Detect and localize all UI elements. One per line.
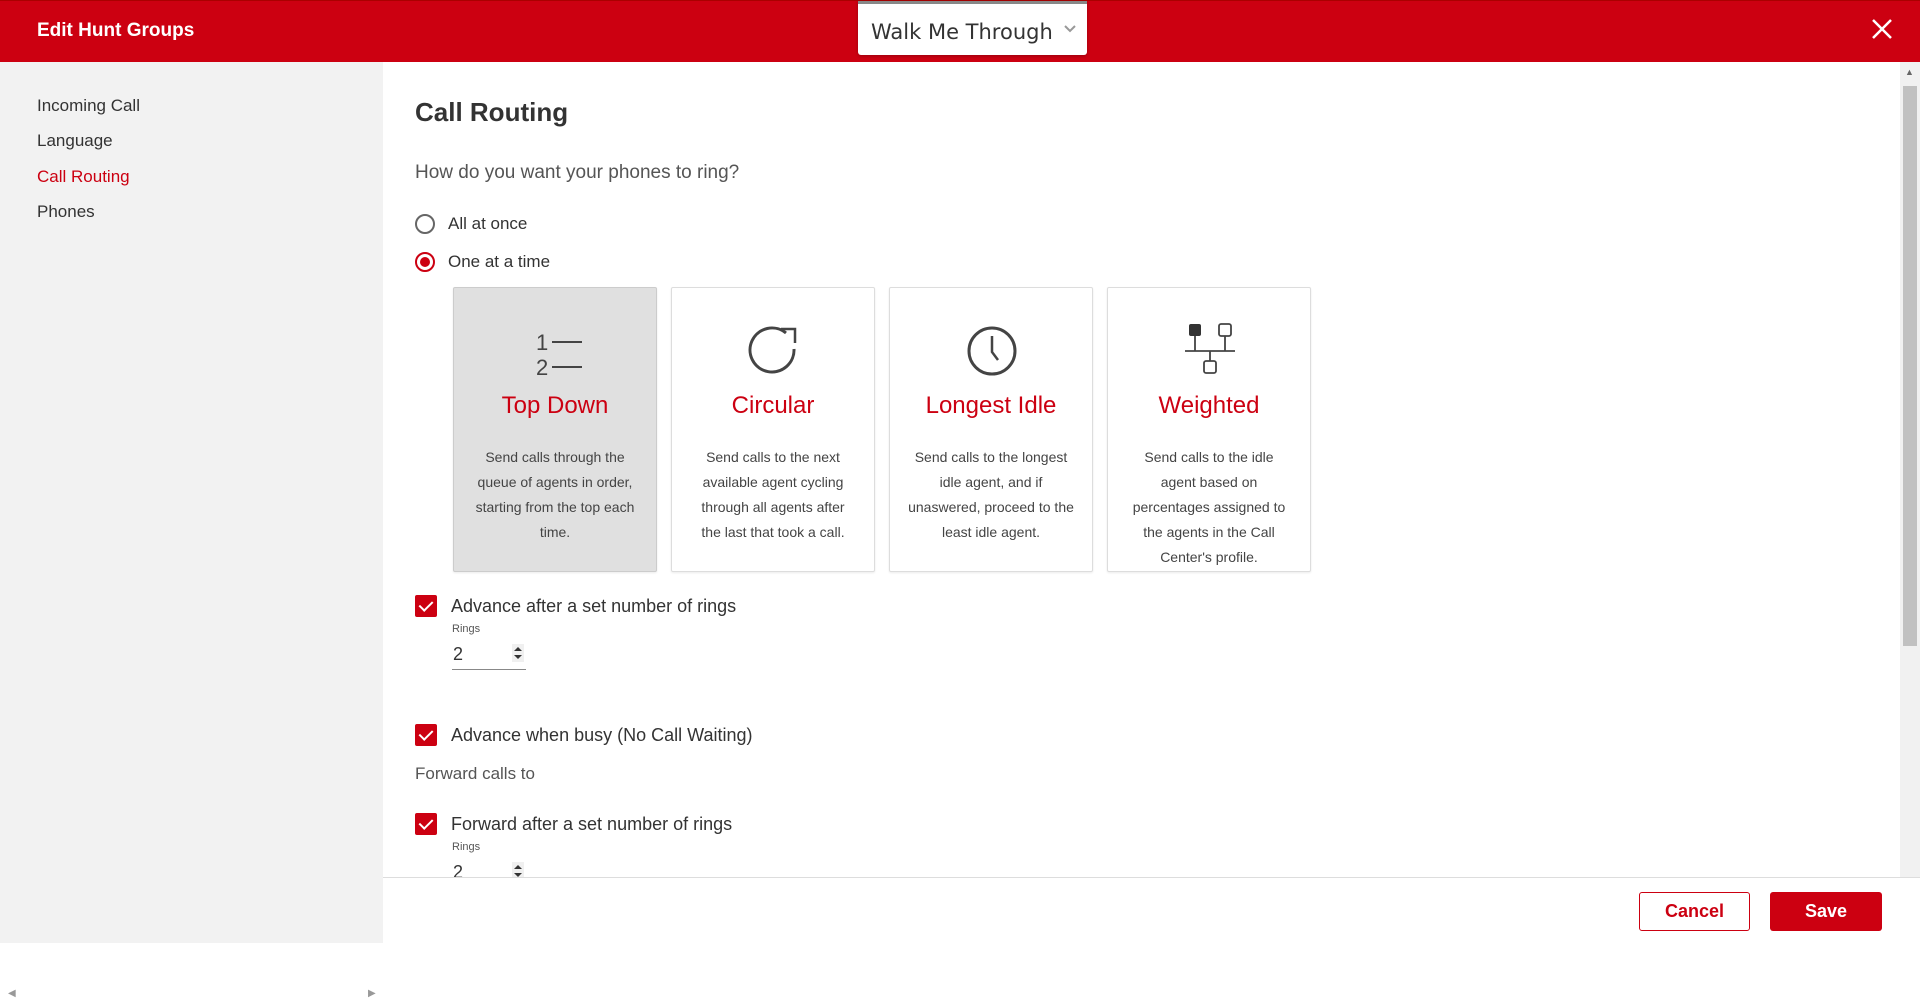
checkbox-label: Advance when busy (No Call Waiting) <box>451 724 753 745</box>
card-weighted[interactable] <box>1107 287 1311 572</box>
footer-bar <box>383 877 1920 943</box>
rings-caption: Rings <box>452 623 481 635</box>
weighted-tree-icon <box>1180 321 1240 381</box>
dialog-title: Edit Hunt Groups <box>37 20 195 41</box>
card-title: Longest Idle <box>925 392 1057 419</box>
clock-icon <box>962 321 1022 381</box>
spinner-arrows-icon[interactable] <box>512 862 524 877</box>
radio-all-at-once[interactable] <box>415 211 527 237</box>
svg-text:2: 2 <box>536 355 549 380</box>
card-title: Top Down <box>501 392 609 419</box>
radio-button[interactable] <box>415 214 435 234</box>
card-top-down[interactable] <box>453 287 657 572</box>
sidebar-item-phones[interactable]: Phones <box>37 202 95 221</box>
scrollbar-thumb[interactable] <box>1903 86 1917 646</box>
card-description: Send calls to the idle agent based on percentages assigned to the agents in the Call Center's profile. <box>1132 449 1286 565</box>
ring-question: How do you want your phones to ring? <box>415 162 740 183</box>
advance-rings-checkbox-row[interactable] <box>415 594 736 618</box>
circular-arrow-icon <box>744 321 804 381</box>
card-circular[interactable] <box>671 287 875 572</box>
card-description: Send calls to the next available agent cycling through all agents after the last that took a call. <box>701 449 845 540</box>
sidebar <box>0 62 383 999</box>
forward-rings-checkbox-row[interactable] <box>415 812 732 836</box>
radio-button[interactable] <box>415 252 435 272</box>
scroll-right-arrow-icon[interactable]: ▶ <box>368 988 376 999</box>
close-icon[interactable] <box>1868 15 1896 43</box>
rings-value: 2 <box>453 644 464 664</box>
rings-value: 2 <box>453 862 464 877</box>
top-down-list-icon <box>526 321 586 381</box>
save-button[interactable]: Save <box>1770 892 1882 931</box>
rings-caption: Rings <box>452 841 481 853</box>
checkbox[interactable] <box>415 724 437 746</box>
walk-me-through-dropdown[interactable] <box>858 1 1087 55</box>
main-content <box>383 62 1900 877</box>
card-description: Send calls to the longest idle agent, and if unaswered, proceed to the least idle agent. <box>908 449 1074 540</box>
radio-one-at-a-time[interactable] <box>415 249 550 275</box>
chevron-down-icon <box>1059 18 1081 40</box>
card-longest-idle[interactable] <box>889 287 1093 572</box>
advance-busy-checkbox-row[interactable] <box>415 723 752 747</box>
forward-rings-stepper[interactable] <box>452 858 526 877</box>
vertical-scrollbar[interactable] <box>1900 62 1920 877</box>
header-bar <box>0 0 1920 62</box>
sidebar-item-language[interactable]: Language <box>37 131 113 150</box>
scroll-left-arrow-icon[interactable]: ◀ <box>8 988 16 999</box>
forward-calls-label: Forward calls to <box>415 764 535 783</box>
card-title: Weighted <box>1158 392 1260 419</box>
advance-rings-stepper[interactable] <box>452 640 526 670</box>
walk-me-through-label: Walk Me Through <box>871 20 1053 44</box>
card-title: Circular <box>731 392 815 419</box>
checkbox[interactable] <box>415 813 437 835</box>
sidebar-item-incoming-call[interactable]: Incoming Call <box>37 96 140 115</box>
scroll-up-arrow-icon[interactable]: ▲ <box>1905 67 1914 77</box>
cancel-button[interactable]: Cancel <box>1639 892 1750 931</box>
spinner-arrows-icon[interactable] <box>512 644 524 662</box>
routing-cards <box>453 287 1311 572</box>
checkbox-label: Forward after a set number of rings <box>451 813 733 834</box>
svg-text:1: 1 <box>536 330 549 355</box>
radio-label: One at a time <box>448 252 551 271</box>
checkbox[interactable] <box>415 595 437 617</box>
sidebar-item-call-routing[interactable]: Call Routing <box>37 167 130 186</box>
radio-label: All at once <box>448 214 528 233</box>
page-title: Call Routing <box>415 97 569 127</box>
card-description: Send calls through the queue of agents in order, starting from the top each time. <box>475 449 635 540</box>
checkbox-label: Advance after a set number of rings <box>451 595 737 616</box>
